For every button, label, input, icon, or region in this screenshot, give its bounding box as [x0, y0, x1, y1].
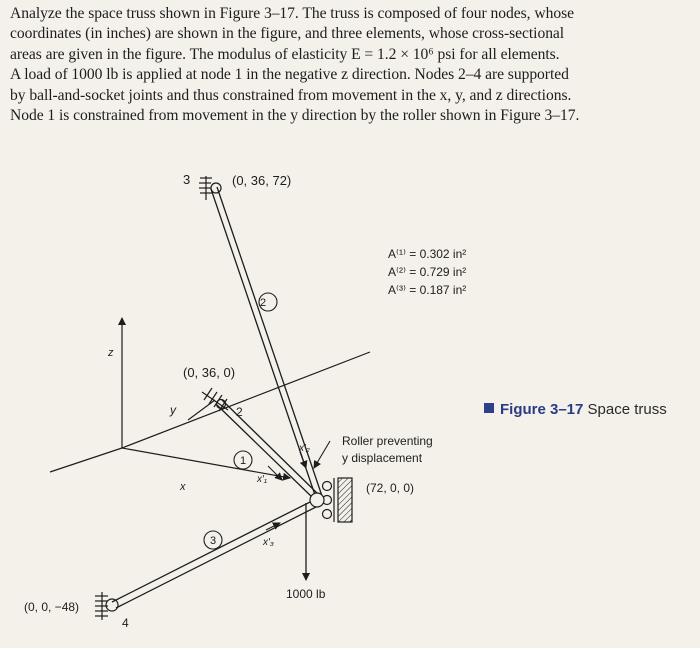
- node1-roller: [310, 478, 352, 522]
- roller-bottom: [323, 510, 332, 519]
- problem-line-5: by ball-and-socket joints and thus constrained from movement in the x, y, and z directions.: [10, 86, 572, 104]
- element-1-label: 1: [239, 455, 247, 467]
- problem-line-1: Analyze the space truss shown in Figure 3–17. The truss is composed of four nodes, whose: [10, 5, 574, 22]
- load-label: 1000 lb: [286, 587, 326, 601]
- local-x3-label: x′₃: [263, 537, 274, 548]
- element-2-label: 2: [259, 297, 267, 309]
- area-1: A⁽¹⁾ = 0.302 in²: [388, 247, 467, 261]
- y-axis-label: y: [170, 403, 176, 417]
- local-x2-label: x′₂: [299, 443, 310, 454]
- roller-top: [323, 482, 332, 491]
- z-axis-base: [50, 448, 122, 472]
- roller-wall: [338, 478, 352, 522]
- node2-coord: (0, 36, 0): [183, 365, 236, 380]
- caption-marker: [484, 403, 494, 413]
- roller-pointer: [314, 441, 330, 468]
- x-axis-label: x: [180, 481, 186, 493]
- roller-note-2: y displacement: [342, 451, 423, 465]
- caption-label: Figure 3–17: [500, 401, 584, 418]
- node4-support: [95, 592, 118, 620]
- problem-line-6: Node 1 is constrained from movement in the y direction by the roller shown in Figure 3–17.: [10, 107, 580, 125]
- caption-text: Space truss: [587, 401, 667, 418]
- node4-coord: (0, 0, −48): [24, 600, 80, 614]
- node1-coord: (72, 0, 0): [366, 481, 415, 495]
- node3-label: 3: [183, 172, 191, 187]
- problem-line-2: coordinates (in inches) are shown in the figure, and three elements, whose cross-sectional: [10, 25, 565, 43]
- node2-label: 2: [236, 405, 243, 419]
- roller-note-1: Roller preventing: [342, 434, 433, 448]
- z-axis-label: z: [108, 347, 114, 359]
- local-x2-arrow: [300, 452, 306, 468]
- area-3: A⁽³⁾ = 0.187 in²: [388, 283, 467, 297]
- problem-line-3: areas are given in the figure. The modulus of elasticity E = 1.2 × 10⁶ psi for all elements.: [10, 45, 560, 63]
- figure-caption: [484, 401, 667, 418]
- local-x1-arrow: [268, 466, 282, 480]
- node3-coord: (0, 36, 72): [232, 173, 292, 188]
- area-2: A⁽²⁾ = 0.729 in²: [388, 265, 467, 279]
- local-x1-label: x′₁: [257, 474, 268, 485]
- node1-joint: [310, 493, 324, 507]
- element-3-line-a: [112, 501, 312, 602]
- node4-label: 4: [122, 616, 129, 630]
- problem-line-4: A load of 1000 lb is applied at node 1 in the negative z direction. Nodes 2–4 are supported: [10, 66, 569, 84]
- element-3-label: 3: [209, 535, 217, 547]
- node2-support: [202, 388, 228, 411]
